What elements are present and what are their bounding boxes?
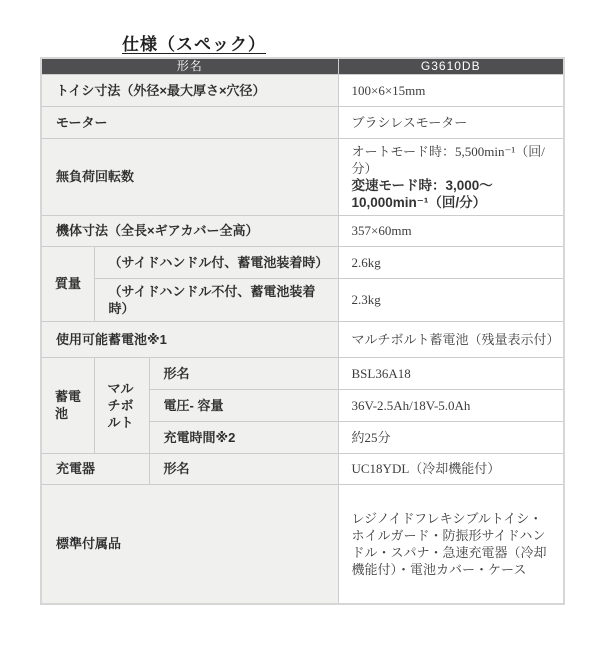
weight-with-handle-value: 2.6kg <box>338 246 564 278</box>
battery-charge-time-label: 充電時間※2 <box>149 421 338 453</box>
no-load-speed-variable-mode: 変速モード時：3,000～10,000min⁻¹（回/分） <box>351 177 493 210</box>
weight-label: 質量 <box>41 246 94 321</box>
battery-voltage-value: 36V-2.5Ah/18V-5.0Ah <box>338 389 564 421</box>
model-name-header: 形名 <box>41 58 338 74</box>
spec-table <box>40 57 565 605</box>
weight-with-handle-label: （サイドハンドル付、蓄電池装着時） <box>94 246 338 278</box>
table-row <box>41 138 564 215</box>
no-load-speed-value <box>338 138 564 215</box>
battery-voltage-label: 電圧- 容量 <box>149 389 338 421</box>
battery-group-label: 蓄電池 <box>41 357 94 453</box>
motor-label: モーター <box>41 106 338 138</box>
charger-model-label: 形名 <box>149 453 338 484</box>
table-row <box>41 246 564 278</box>
battery-model-label: 形名 <box>149 357 338 389</box>
battery-multivolt-label: マルチボルト <box>94 357 149 453</box>
no-load-speed-auto-mode: オートモード時：5,500min⁻¹（回/分） <box>351 143 545 176</box>
page-title: 仕様（スペック） <box>122 35 266 54</box>
weight-without-handle-label: （サイドハンドル不付、蓄電池装着時） <box>94 278 338 321</box>
wheel-size-value: 100×6×15mm <box>338 74 564 106</box>
table-row <box>41 321 564 357</box>
accessories-value: レジノイドフレキシブルトイシ・ホイルガード・防振形サイドハンドル・スパナ・急速充電器（冷却機能付）・電池カバー・ケース <box>338 484 564 604</box>
weight-without-handle-value: 2.3kg <box>338 278 564 321</box>
table-header-row <box>41 58 564 74</box>
table-row <box>41 74 564 106</box>
model-number-header: G3610DB <box>338 58 564 74</box>
battery-model-value: BSL36A18 <box>338 357 564 389</box>
body-size-label: 機体寸法（全長×ギアカバー全高） <box>41 215 338 246</box>
usable-battery-value: マルチボルト蓄電池（残量表示付） <box>338 321 564 357</box>
table-row <box>41 484 564 604</box>
charger-label: 充電器 <box>41 453 149 484</box>
wheel-size-label: トイシ寸法（外径×最大厚さ×穴径） <box>41 74 338 106</box>
body-size-value: 357×60mm <box>338 215 564 246</box>
charger-model-value: UC18YDL（冷却機能付） <box>338 453 564 484</box>
table-row <box>41 215 564 246</box>
motor-value: ブラシレスモーター <box>338 106 564 138</box>
usable-battery-label: 使用可能蓄電池※1 <box>41 321 338 357</box>
table-row <box>41 106 564 138</box>
table-row <box>41 278 564 321</box>
table-row <box>41 453 564 484</box>
table-row <box>41 357 564 389</box>
battery-charge-time-value: 約25分 <box>338 421 564 453</box>
no-load-speed-label: 無負荷回転数 <box>41 138 338 215</box>
accessories-label: 標準付属品 <box>41 484 338 604</box>
